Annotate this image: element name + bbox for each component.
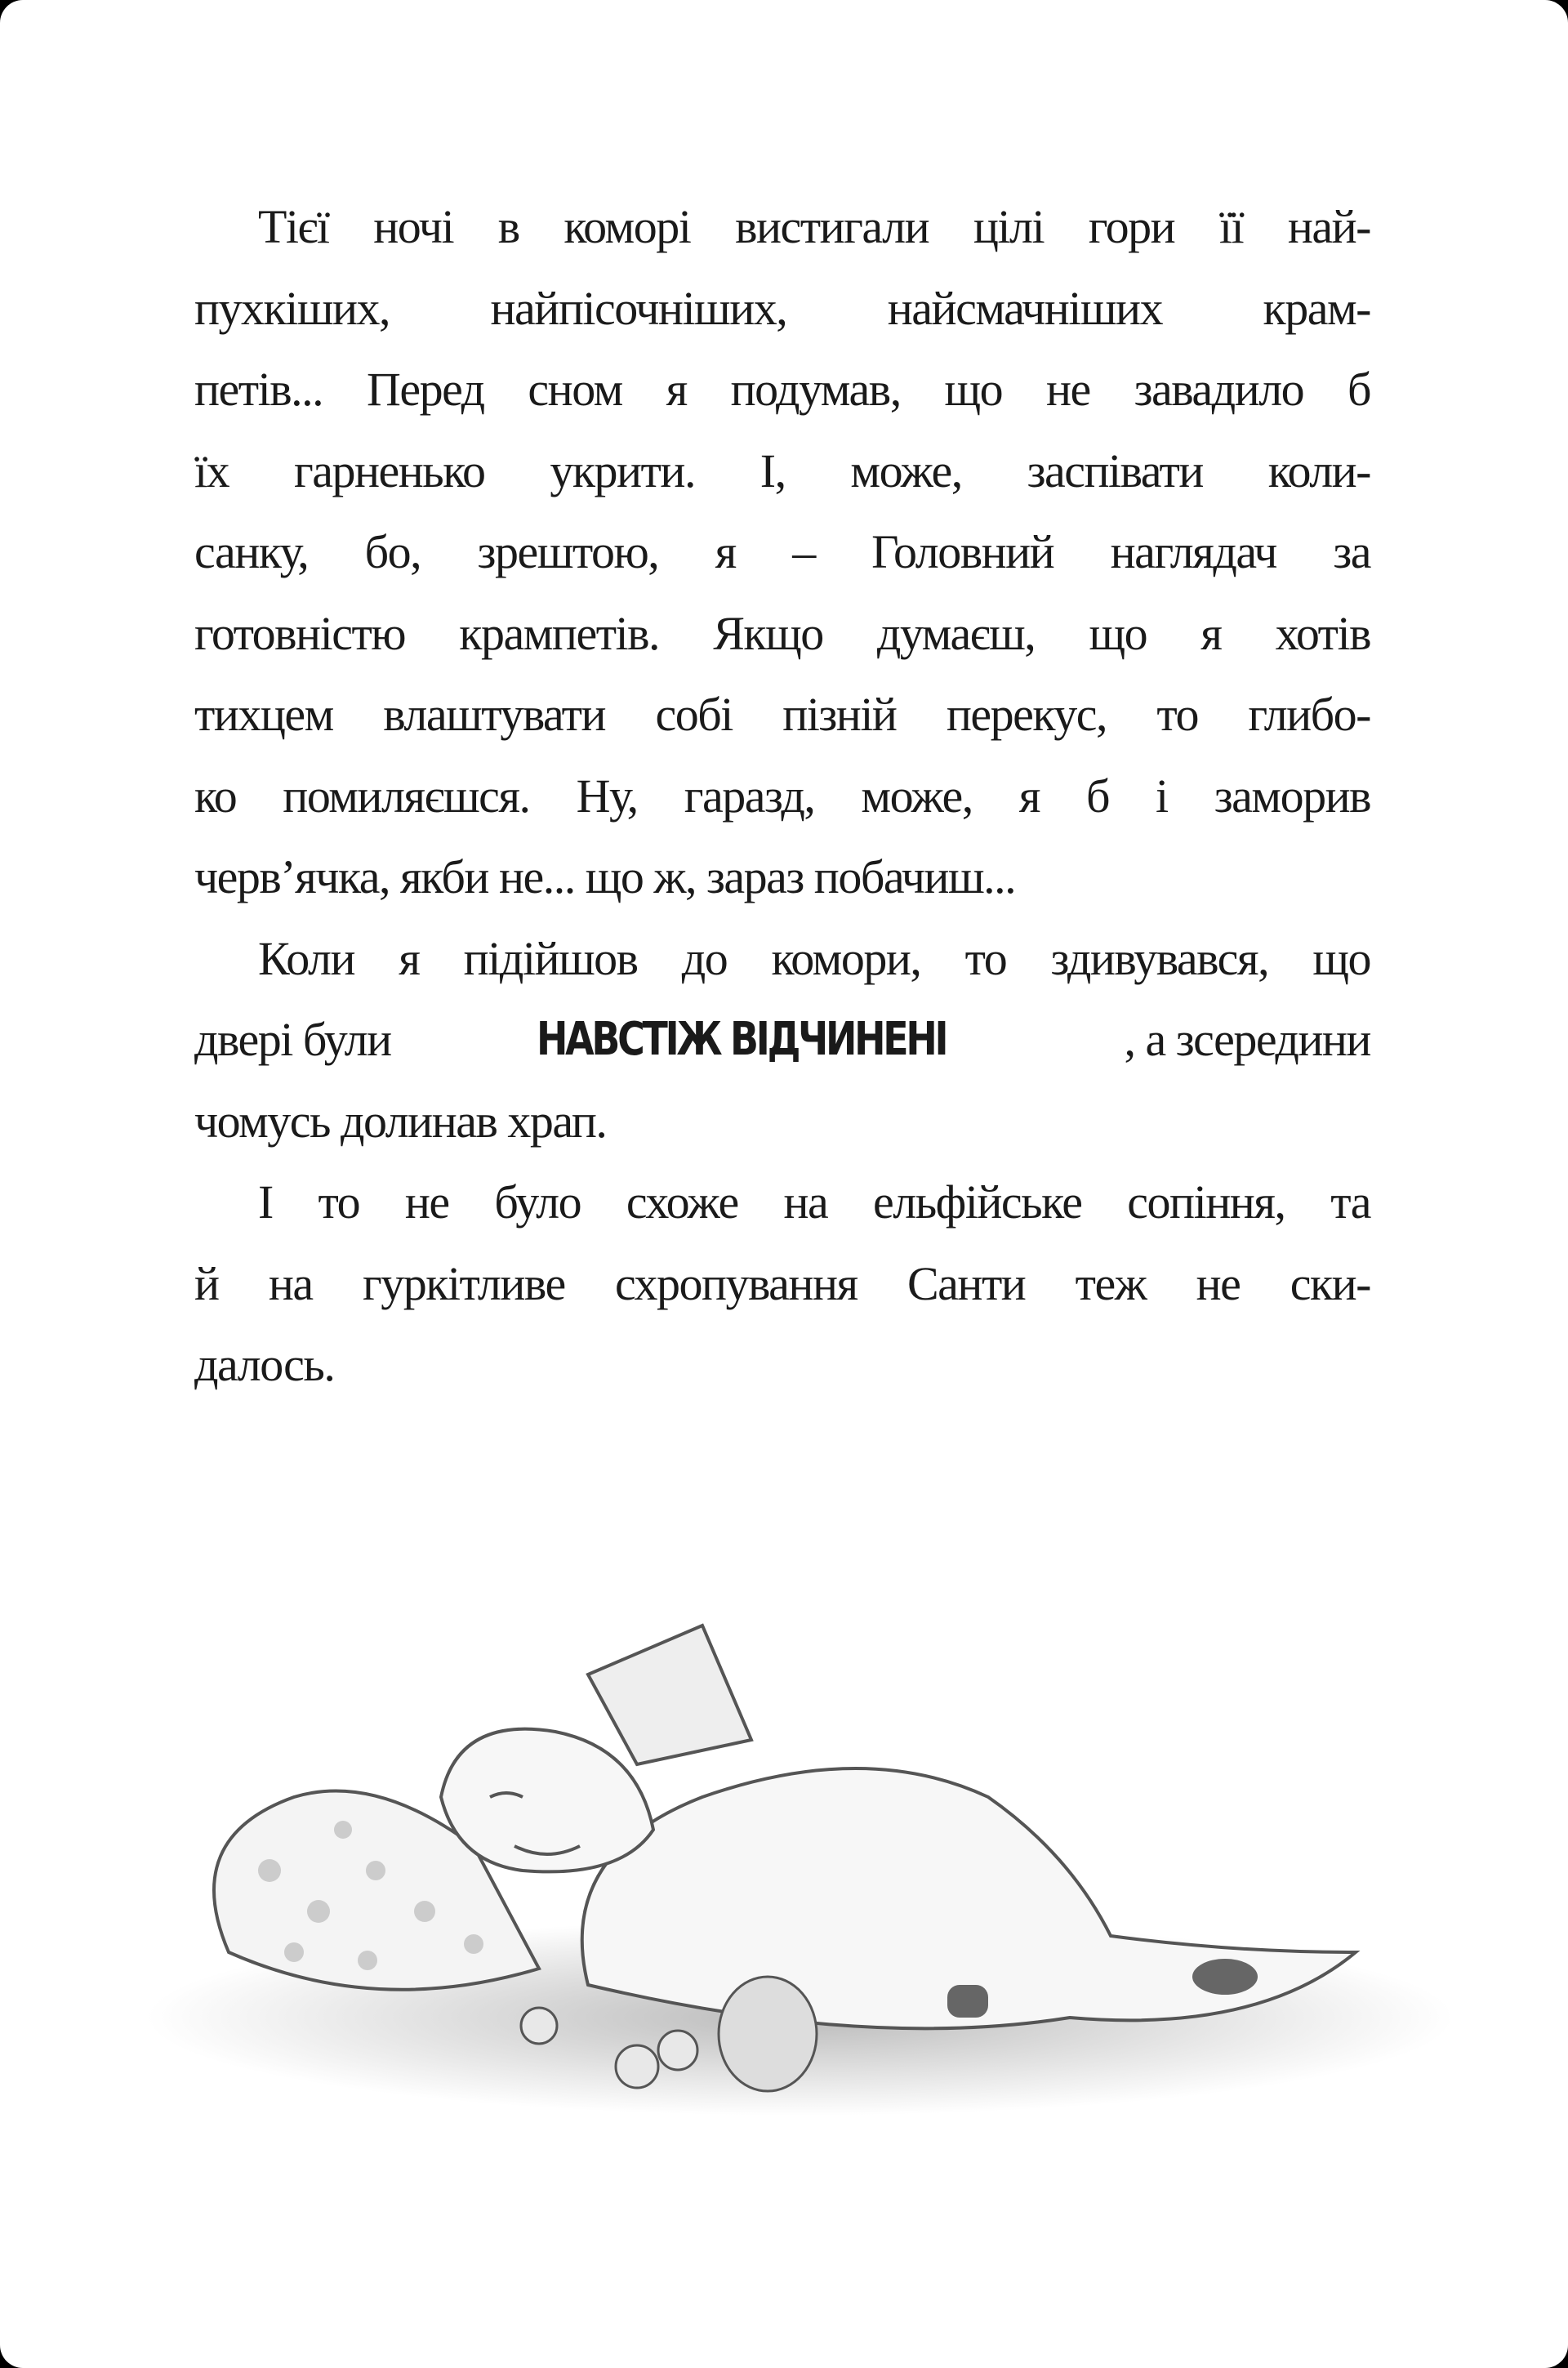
text-line: Коли я підійшов до комори, то здивувався, що (258, 931, 1370, 985)
sleeping-dragon-illustration (131, 1527, 1454, 2148)
toy (719, 1977, 817, 2091)
text-line: пухкіших, найпісочніших, найсмачніших крам- (194, 281, 1370, 335)
text-line: черв’ячка, якби не... що ж, зараз побачиш... (194, 850, 1016, 903)
text-line: готовністю крампетів. Якщо думаєш, що я хотів (194, 606, 1370, 660)
text-line: їх гарненько укрити. І, може, заспівати коли- (194, 444, 1370, 497)
emphasis-text: НАВСТІЖ ВІДЧИНЕНІ (536, 1013, 947, 1066)
text-line: петів... Перед сном я подумав, що не завадило б (194, 363, 1370, 416)
text-line: санку, бо, зрештою, я – Головний наглядач за (194, 525, 1370, 578)
text-line-emphasis (194, 999, 1370, 1081)
text-line: ко помиляєшся. Ну, гаразд, може, я б і заморив (194, 769, 1370, 823)
text-fragment: двері були (194, 1013, 391, 1066)
body-text (194, 186, 1370, 1406)
text-line: чомусь долинав храп. (194, 1094, 607, 1148)
text-line: І то не було схоже на ельфійське сопіння, та (258, 1175, 1370, 1229)
text-line: й на гуркітливе схропування Санти теж не ски- (194, 1256, 1370, 1310)
text-line: Тієї ночі в коморі вистигали цілі гори її най- (258, 200, 1370, 253)
text-line: далось. (194, 1338, 335, 1391)
text-fragment: , а зсередини (1124, 1013, 1370, 1066)
text-line: тихцем влаштувати собі пізній перекус, то глибо- (194, 688, 1370, 741)
